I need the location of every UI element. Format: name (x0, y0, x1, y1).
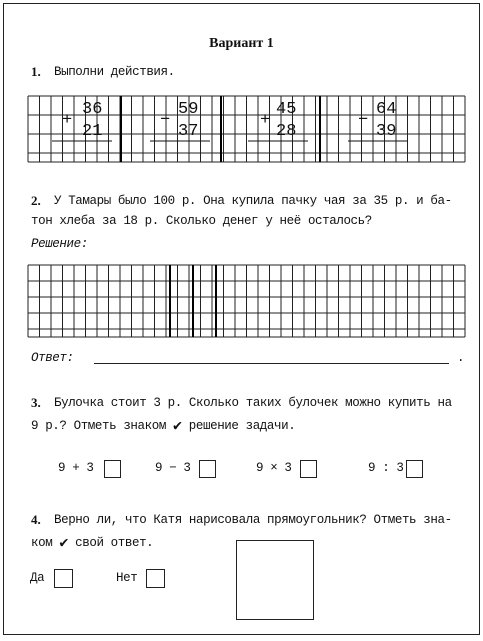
example2-sign: − (160, 111, 171, 130)
no-label: Нет (116, 571, 138, 585)
example1-top: 36 (82, 100, 103, 119)
option3-label: 9 × 3 (256, 461, 292, 475)
check-mark-icon: ✔ (59, 535, 69, 552)
task3-line1: Булочка стоит 3 р. Сколько таких булочек можно купить на (54, 396, 452, 410)
solution-label: Решение: (31, 237, 88, 251)
answer-label: Ответ: (31, 351, 74, 365)
drawn-rectangle (236, 540, 314, 620)
task1-number: 1. (31, 64, 41, 79)
example4-top: 64 (376, 100, 397, 119)
example1-bottom: 21 (82, 122, 103, 141)
example2-bottom: 37 (178, 122, 199, 141)
yes-label: Да (30, 571, 45, 585)
option2-label: 9 − 3 (155, 461, 191, 475)
task4-line2: ком ✔ свой ответ. (31, 535, 154, 552)
task2-number: 2. (31, 193, 41, 208)
task3-number: 3. (31, 395, 41, 410)
task2-line1: У Тамары было 100 р. Она купила пачку чая за 35 р. и ба- (54, 194, 452, 208)
option1-checkbox[interactable] (104, 460, 121, 478)
task3-line2: 9 р.? Отметь знаком ✔ решение задачи. (31, 418, 296, 435)
no-checkbox[interactable] (146, 569, 165, 588)
task4-number: 4. (31, 512, 41, 527)
example3-sign: + (260, 111, 271, 130)
answer-end: . (457, 351, 465, 365)
option2-checkbox[interactable] (199, 460, 216, 478)
example3-top: 45 (276, 100, 297, 119)
worksheet-page (3, 3, 480, 635)
check-mark-icon: ✔ (173, 418, 182, 435)
task4-line1: Верно ли, что Катя нарисовала прямоугольник? Отметь зна- (54, 513, 452, 527)
answer-line[interactable] (94, 363, 449, 364)
example2-top: 59 (178, 100, 199, 119)
option4-label: 9 : 3 (368, 461, 404, 475)
example3-bottom: 28 (276, 122, 297, 141)
yes-checkbox[interactable] (54, 569, 73, 588)
task2-line2: тон хлеба за 18 р. Сколько денег у неё осталось? (31, 214, 372, 228)
option4-checkbox[interactable] (406, 460, 423, 478)
worksheet-title: Вариант 1 (209, 36, 274, 51)
example4-sign: − (358, 111, 369, 130)
task1-text: Выполни действия. (54, 65, 175, 79)
option1-label: 9 + 3 (58, 461, 94, 475)
example4-bottom: 39 (376, 122, 397, 141)
option3-checkbox[interactable] (300, 460, 317, 478)
example1-sign: + (62, 111, 73, 130)
